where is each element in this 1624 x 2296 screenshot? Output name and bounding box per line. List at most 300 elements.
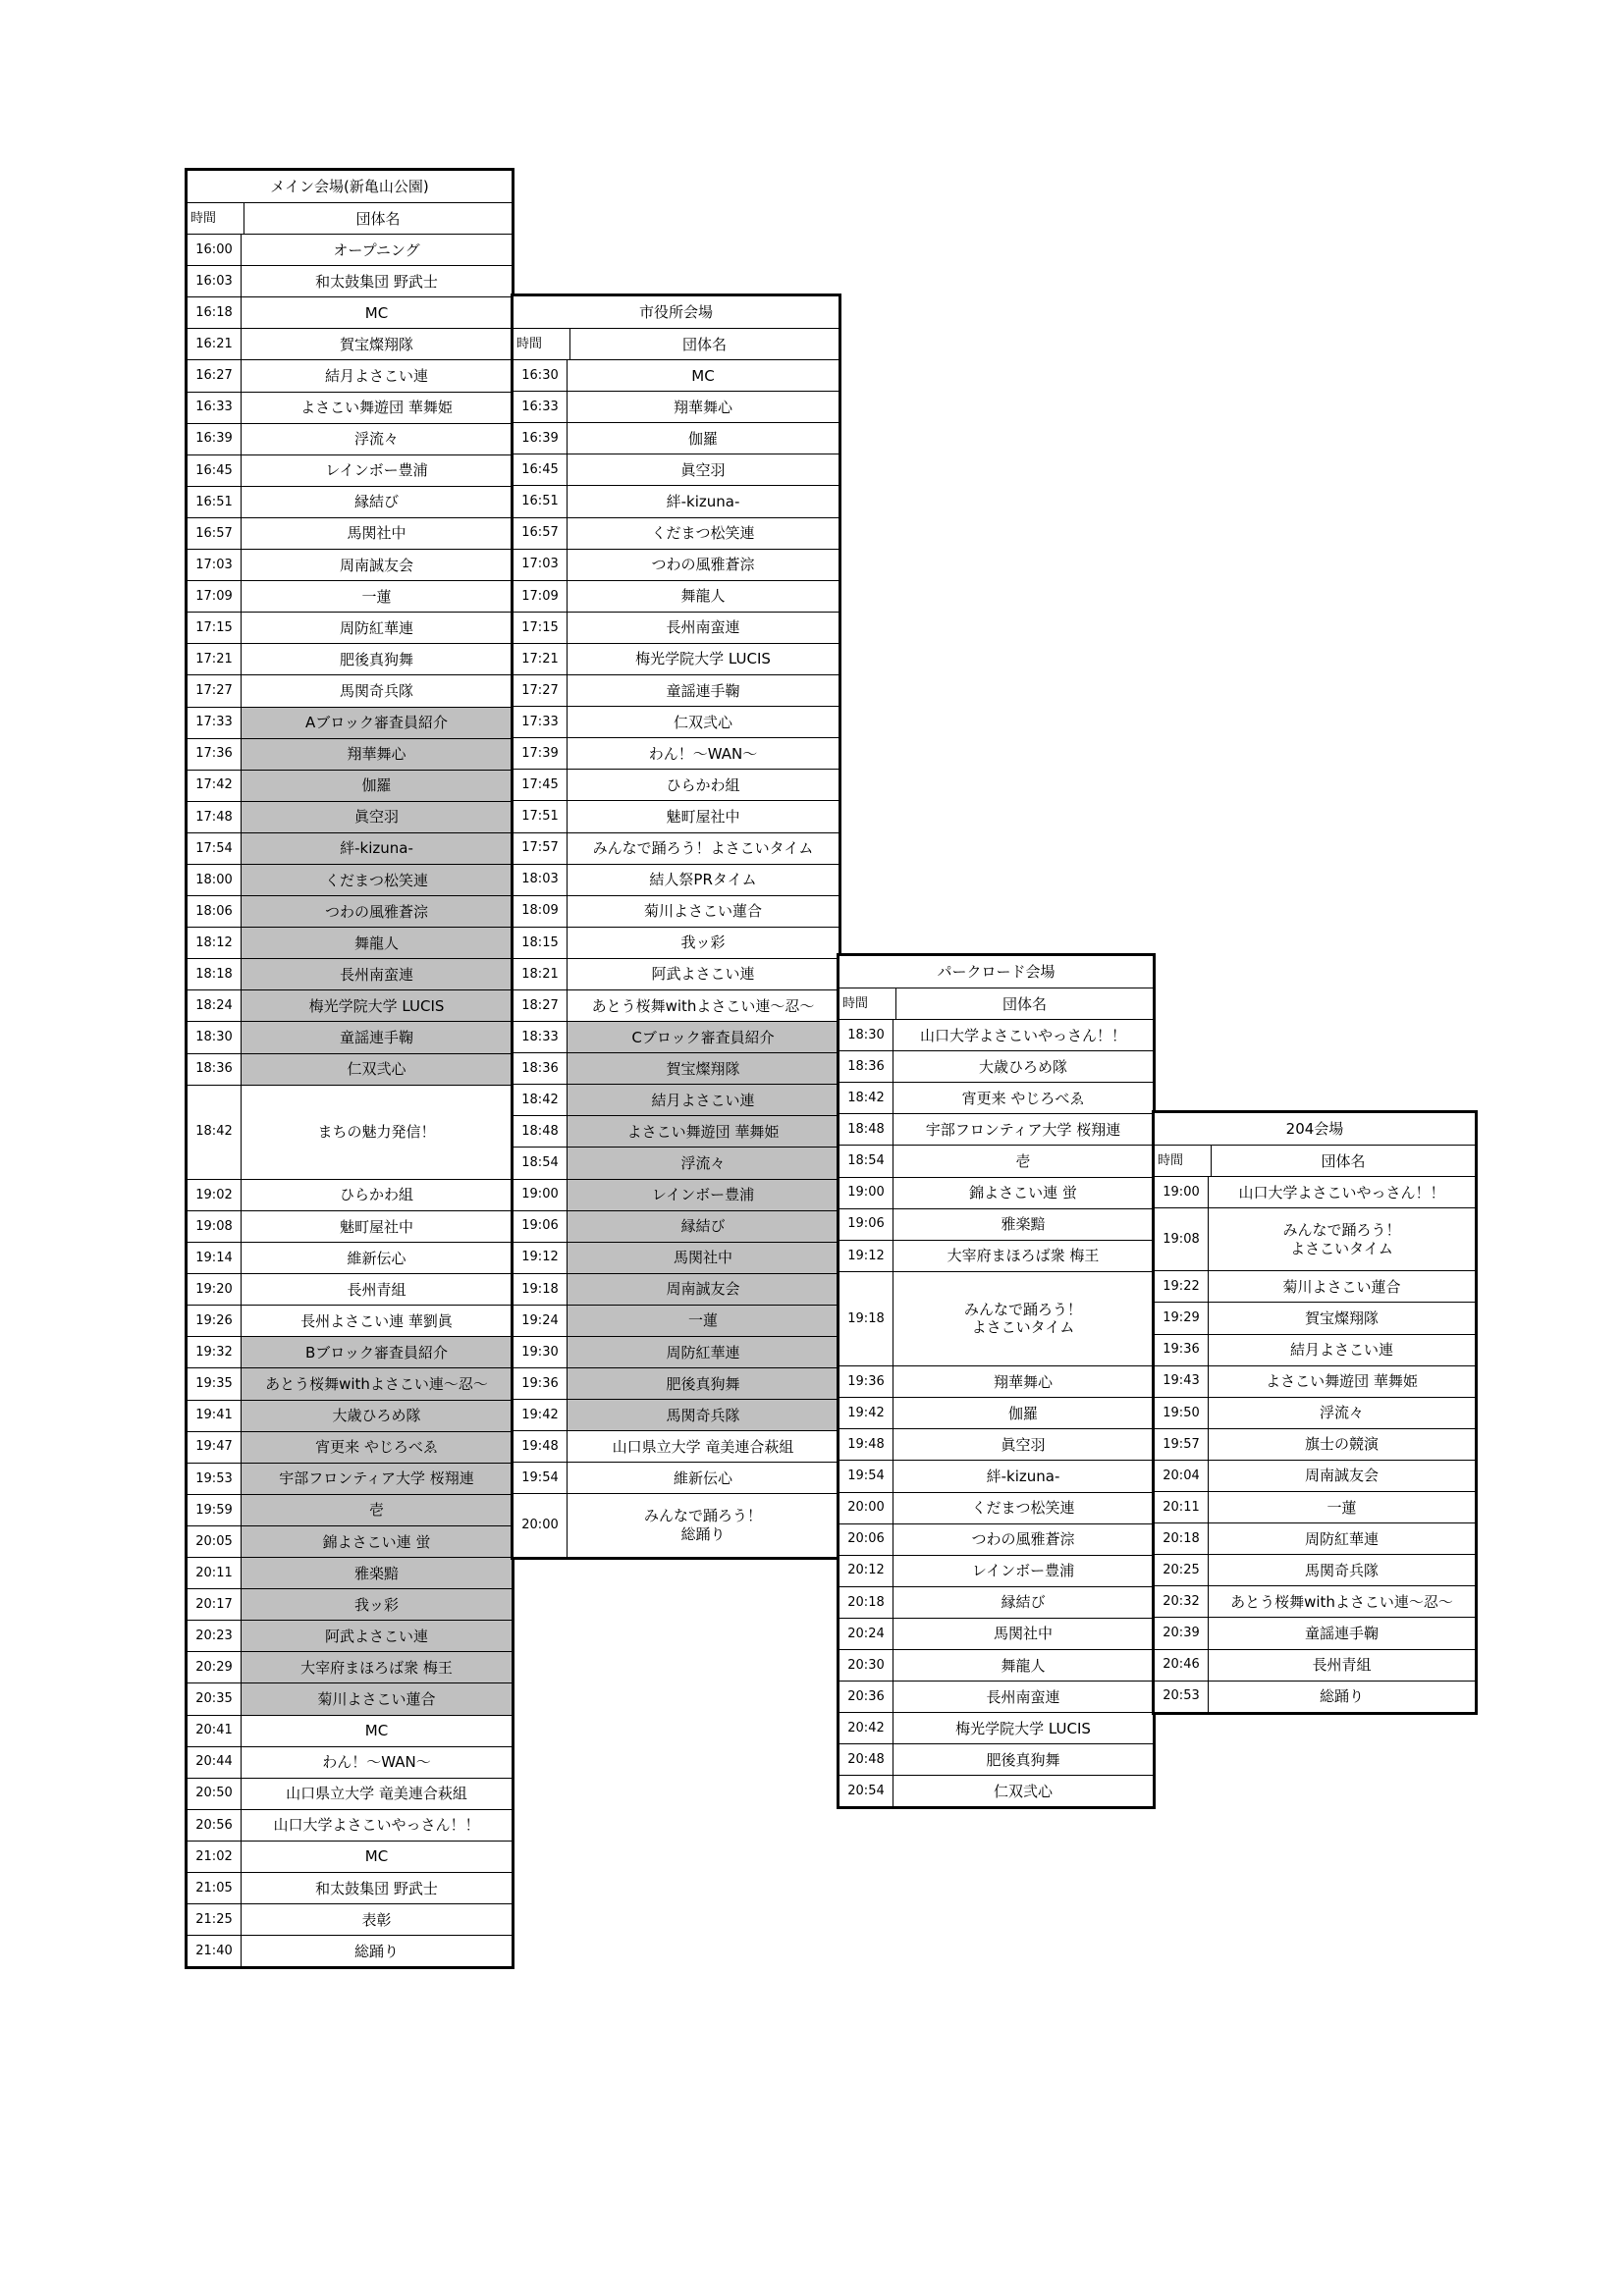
group-name-cell: 伽羅 xyxy=(687,429,718,448)
schedule-row xyxy=(839,1775,1153,1806)
group-name-cell: 山口大学よさこいやっさん！！ xyxy=(273,1816,480,1835)
group-name-cell: 周防紅華連 xyxy=(339,618,413,637)
time-cell: 20:48 xyxy=(839,1744,893,1775)
time-cell: 18:09 xyxy=(514,896,568,927)
schedule-row xyxy=(188,1367,512,1399)
group-name-cell: 和太鼓集団 野武士 xyxy=(315,1879,438,1897)
schedule-row xyxy=(514,1147,839,1178)
time-cell: 16:45 xyxy=(514,454,568,485)
venue-title-row xyxy=(188,171,512,202)
schedule-row xyxy=(188,927,512,958)
schedule-row xyxy=(839,1649,1153,1681)
time-cell: 20:25 xyxy=(1155,1555,1209,1585)
group-name-cell: 周防紅華連 xyxy=(1304,1529,1379,1548)
group-column-header: 団体名 xyxy=(1321,1151,1366,1170)
group-name-cell: 宇部フロンティア大学 桜翔連 xyxy=(242,1464,512,1494)
group-name-cell: 宵更来 やじろべゑ xyxy=(242,1432,512,1463)
time-cell: 20:54 xyxy=(839,1776,893,1806)
group-name-cell: ひらかわ組 xyxy=(339,1186,413,1204)
time-cell: 19:57 xyxy=(1155,1429,1209,1460)
time-column-header: 時間 xyxy=(188,203,244,234)
schedule-row xyxy=(1155,1334,1475,1365)
schedule-row xyxy=(514,1493,839,1556)
group-column-header: 団体名 xyxy=(355,209,401,228)
group-name-cell: レインボー豊浦 xyxy=(325,461,428,480)
schedule-row xyxy=(188,1746,512,1778)
time-cell: 20:00 xyxy=(839,1493,893,1523)
group-name-line-2: 総踊り xyxy=(680,1525,726,1544)
time-cell: 18:27 xyxy=(514,990,568,1021)
group-name-cell xyxy=(568,1494,839,1556)
time-cell: 19:08 xyxy=(188,1211,242,1242)
schedule-row xyxy=(839,1208,1153,1240)
time-cell: 19:42 xyxy=(514,1400,568,1430)
time-cell: 18:24 xyxy=(188,990,242,1021)
time-cell: 17:03 xyxy=(188,550,242,580)
group-name-cell: 雅楽黯 xyxy=(242,1558,512,1588)
schedule-row xyxy=(1155,1428,1475,1460)
schedule-row xyxy=(514,517,839,549)
schedule-row xyxy=(839,1743,1153,1775)
schedule-row xyxy=(514,1242,839,1273)
group-name-cell: 浮流々 xyxy=(353,430,399,449)
time-cell: 20:24 xyxy=(839,1619,893,1649)
time-cell: 19:54 xyxy=(839,1461,893,1491)
group-name-cell: 浮流々 xyxy=(1319,1404,1364,1422)
time-cell: 18:30 xyxy=(188,1022,242,1052)
schedule-row xyxy=(1155,1681,1475,1712)
schedule-row xyxy=(188,989,512,1021)
group-name-cell: 梅光学院大学 LUCIS xyxy=(242,990,512,1021)
group-name-cell: オープニング xyxy=(333,240,420,259)
group-name-cell: レインボー豊浦 xyxy=(971,1562,1075,1580)
schedule-row xyxy=(188,1273,512,1305)
group-name-cell: つわの風雅蒼淙 xyxy=(242,896,512,927)
schedule-row xyxy=(188,612,512,643)
time-cell: 17:27 xyxy=(514,675,568,706)
schedule-row xyxy=(1155,1365,1475,1397)
group-name-cell: 馬関社中 xyxy=(568,1243,839,1273)
group-name-cell: 伽羅 xyxy=(1007,1404,1038,1422)
time-cell: 20:56 xyxy=(188,1810,242,1841)
group-name-cell: 和太鼓集団 野武士 xyxy=(315,272,438,291)
group-name-cell: Cブロック審査員紹介 xyxy=(568,1022,839,1052)
group-name-line-1: みんなで踊ろう！ xyxy=(963,1300,1082,1318)
group-name-cell: 舞龍人 xyxy=(680,587,726,606)
time-column-header: 時間 xyxy=(1155,1146,1212,1176)
group-name-cell: 肥後真狗舞 xyxy=(339,650,413,668)
time-cell: 20:46 xyxy=(1155,1650,1209,1681)
group-name-cell: まちの魅力発信！ xyxy=(317,1123,436,1142)
time-cell: 16:57 xyxy=(514,518,568,549)
group-name-cell: 結月よさこい連 xyxy=(568,1085,839,1115)
venue-title-row xyxy=(839,956,1153,988)
group-name-cell: 周防紅華連 xyxy=(568,1337,839,1367)
group-name-cell: 縁結び xyxy=(568,1211,839,1242)
time-cell: 19:47 xyxy=(188,1432,242,1463)
schedule-row xyxy=(188,1557,512,1588)
group-name-cell: 一蓮 xyxy=(361,587,392,606)
group-name-cell: 山口大学よさこいやっさん！！ xyxy=(1238,1183,1445,1201)
column-header-row xyxy=(1155,1145,1475,1176)
schedule-row xyxy=(1155,1617,1475,1648)
time-cell: 20:11 xyxy=(188,1558,242,1588)
time-cell: 17:36 xyxy=(188,739,242,770)
time-cell: 19:35 xyxy=(188,1368,242,1399)
schedule-row xyxy=(514,1273,839,1305)
schedule-row xyxy=(1155,1554,1475,1585)
group-name-cell: 周南誠友会 xyxy=(1304,1467,1379,1485)
group-name-cell: 菊川よさこい蓮合 xyxy=(1282,1277,1401,1296)
group-name-cell: 童謡連手鞠 xyxy=(242,1022,512,1052)
group-name-cell: 賀宝燦翔隊 xyxy=(568,1053,839,1084)
schedule-row xyxy=(188,265,512,296)
group-name-cell: 宵更来 やじろべゑ xyxy=(961,1089,1085,1107)
schedule-row xyxy=(188,1809,512,1841)
group-name-cell: 魅町屋社中 xyxy=(666,807,740,826)
schedule-row xyxy=(188,1682,512,1714)
time-cell: 19:59 xyxy=(188,1495,242,1525)
venue-title: メイン会場(新亀山公園) xyxy=(270,178,429,195)
schedule-row xyxy=(188,1651,512,1682)
group-name-cell: 我ッ彩 xyxy=(242,1589,512,1620)
group-column-header: 団体名 xyxy=(1001,994,1047,1013)
schedule-row xyxy=(839,1145,1153,1176)
time-cell: 17:21 xyxy=(188,644,242,674)
group-name-cell: 縁結び xyxy=(1001,1593,1046,1612)
schedule-row xyxy=(839,1113,1153,1145)
schedule-row xyxy=(188,517,512,549)
time-cell: 16:30 xyxy=(514,360,568,391)
time-cell: 18:36 xyxy=(514,1053,568,1084)
group-name-cell: MC xyxy=(364,303,389,322)
time-cell: 18:36 xyxy=(839,1051,893,1082)
time-cell: 18:21 xyxy=(514,959,568,989)
schedule-row xyxy=(514,454,839,485)
schedule-row xyxy=(188,580,512,612)
group-name-cell: 大歳ひろめ隊 xyxy=(242,1401,512,1431)
column-header-row xyxy=(514,328,839,359)
schedule-row xyxy=(514,864,839,895)
group-name-cell: 長州南蛮連 xyxy=(986,1687,1060,1706)
group-name-cell: 維新伝心 xyxy=(673,1468,732,1487)
time-cell: 17:15 xyxy=(514,613,568,643)
time-cell: 16:39 xyxy=(188,424,242,454)
venue-title: パークロード会場 xyxy=(937,963,1056,981)
schedule-row xyxy=(188,328,512,359)
schedule-row xyxy=(188,1494,512,1525)
time-cell: 19:50 xyxy=(1155,1398,1209,1428)
time-cell: 17:33 xyxy=(188,708,242,738)
group-name-cell: 肥後真狗舞 xyxy=(986,1750,1060,1769)
group-name-cell: あとう桜舞withよさこい連～忍～ xyxy=(242,1368,512,1399)
group-name-cell: 表彰 xyxy=(361,1910,392,1929)
group-name-cell: 童謡連手鞠 xyxy=(1304,1624,1379,1642)
schedule-row xyxy=(188,1841,512,1872)
time-cell: 19:36 xyxy=(514,1368,568,1399)
time-cell: 16:45 xyxy=(188,455,242,486)
schedule-row xyxy=(188,958,512,989)
time-cell: 20:04 xyxy=(1155,1461,1209,1491)
group-name-cell: 菊川よさこい蓮合 xyxy=(242,1683,512,1714)
group-name-cell: 長州南蛮連 xyxy=(666,618,740,637)
time-cell: 18:48 xyxy=(839,1114,893,1145)
time-cell: 20:35 xyxy=(188,1683,242,1714)
time-cell: 20:44 xyxy=(188,1747,242,1778)
group-name-cell: くだまつ松笑連 xyxy=(242,865,512,895)
schedule-row xyxy=(188,1463,512,1494)
schedule-row xyxy=(514,1115,839,1147)
time-cell: 16:03 xyxy=(188,266,242,296)
schedule-row xyxy=(1155,1522,1475,1554)
group-name-cell xyxy=(893,1272,1153,1365)
time-column-header: 時間 xyxy=(514,329,570,359)
group-name-cell: よさこい舞遊団 華舞姫 xyxy=(568,1116,839,1147)
group-column-header: 団体名 xyxy=(681,335,727,353)
schedule-row xyxy=(839,1082,1153,1113)
time-cell: 19:24 xyxy=(514,1306,568,1336)
group-name-cell: みんなで踊ろう！よさこいタイム xyxy=(592,839,814,858)
venue-title: 市役所会場 xyxy=(638,303,713,321)
time-cell: 19:00 xyxy=(514,1180,568,1210)
schedule-row xyxy=(1155,1207,1475,1270)
schedule-row xyxy=(514,1305,839,1336)
time-cell: 19:32 xyxy=(188,1337,242,1367)
group-name-cell: 大宰府まほろば衆 梅王 xyxy=(242,1652,512,1682)
schedule-row xyxy=(1155,1270,1475,1302)
schedule-row xyxy=(514,1462,839,1493)
group-name-line-1: みんなで踊ろう！ xyxy=(643,1507,762,1525)
group-name-cell: 伽羅 xyxy=(242,771,512,801)
time-cell: 20:41 xyxy=(188,1716,242,1746)
schedule-row xyxy=(188,1179,512,1210)
group-name-line-2: よさこいタイム xyxy=(971,1318,1075,1337)
time-cell: 19:43 xyxy=(1155,1366,1209,1397)
schedule-row xyxy=(188,1715,512,1746)
group-name-cell: 山口大学よさこいやっさん！！ xyxy=(919,1026,1126,1044)
time-cell: 20:36 xyxy=(839,1682,893,1712)
group-name-line-1: みんなで踊ろう！ xyxy=(1282,1221,1401,1240)
time-cell: 20:32 xyxy=(1155,1586,1209,1617)
schedule-row xyxy=(514,1336,839,1367)
group-name-cell: 山口県立大学 竜美連合萩組 xyxy=(612,1437,794,1456)
time-cell: 19:26 xyxy=(188,1306,242,1336)
time-cell: 20:05 xyxy=(188,1526,242,1557)
time-cell: 17:54 xyxy=(188,833,242,864)
time-column-header: 時間 xyxy=(839,988,896,1019)
group-name-cell: MC xyxy=(364,1722,389,1740)
group-name-cell: 錦よさこい連 蛍 xyxy=(969,1184,1077,1202)
time-cell: 18:03 xyxy=(514,865,568,895)
schedule-row xyxy=(514,359,839,391)
schedule-row xyxy=(188,1525,512,1557)
time-cell: 19:08 xyxy=(1155,1208,1209,1270)
group-name-cell: 馬関奇兵隊 xyxy=(339,681,413,700)
group-name-cell: 仁双弐心 xyxy=(242,1054,512,1085)
time-cell: 18:00 xyxy=(188,865,242,895)
group-name-cell: 壱 xyxy=(1015,1152,1031,1171)
schedule-row xyxy=(188,770,512,801)
time-cell: 19:48 xyxy=(514,1431,568,1462)
schedule-row xyxy=(188,895,512,927)
schedule-row xyxy=(839,1586,1153,1618)
time-cell: 19:00 xyxy=(839,1178,893,1208)
city-hall-venue-table xyxy=(511,294,841,1560)
time-cell: 17:09 xyxy=(514,581,568,612)
group-name-cell: 肥後真狗舞 xyxy=(568,1368,839,1399)
venue-title-row xyxy=(1155,1113,1475,1145)
schedule-row xyxy=(514,580,839,612)
schedule-row xyxy=(1155,1397,1475,1428)
time-cell: 19:41 xyxy=(188,1401,242,1431)
group-name-cell: 維新伝心 xyxy=(347,1249,406,1267)
schedule-row xyxy=(188,1778,512,1809)
group-name-cell: 眞空羽 xyxy=(680,460,726,479)
schedule-row xyxy=(188,486,512,517)
schedule-row xyxy=(188,1021,512,1052)
time-cell: 16:33 xyxy=(514,392,568,422)
group-name-cell: 我ッ彩 xyxy=(680,934,726,952)
schedule-row xyxy=(1155,1649,1475,1681)
group-name-cell: 絆-kizuna- xyxy=(986,1467,1060,1485)
time-cell: 18:18 xyxy=(188,959,242,989)
time-cell: 18:36 xyxy=(188,1054,242,1085)
time-cell: 17:21 xyxy=(514,644,568,674)
group-name-cell: 長州南蛮連 xyxy=(242,959,512,989)
time-cell: 18:06 xyxy=(188,896,242,927)
time-cell: 19:54 xyxy=(514,1463,568,1493)
group-name-cell: 山口県立大学 竜美連合萩組 xyxy=(286,1785,467,1803)
schedule-row xyxy=(839,1492,1153,1523)
group-name-cell: Bブロック審査員紹介 xyxy=(242,1337,512,1367)
schedule-row xyxy=(514,737,839,769)
time-cell: 21:05 xyxy=(188,1873,242,1903)
time-cell: 20:18 xyxy=(839,1587,893,1618)
schedule-row xyxy=(188,1935,512,1966)
main-venue-table xyxy=(185,168,514,1969)
group-name-cell: 結人祭PRタイム xyxy=(649,871,757,889)
schedule-row xyxy=(514,958,839,989)
group-name-cell: くだまつ松笑連 xyxy=(971,1499,1075,1518)
schedule-row xyxy=(1155,1460,1475,1491)
group-name-cell: 絆-kizuna- xyxy=(666,493,740,511)
time-cell: 16:00 xyxy=(188,235,242,265)
schedule-row xyxy=(839,1555,1153,1586)
schedule-row xyxy=(514,769,839,800)
time-cell: 19:48 xyxy=(839,1429,893,1460)
schedule-row xyxy=(514,800,839,831)
schedule-row xyxy=(839,1050,1153,1082)
time-cell: 18:48 xyxy=(514,1116,568,1147)
schedule-row xyxy=(514,832,839,864)
schedule-row xyxy=(514,1399,839,1430)
time-cell: 18:54 xyxy=(514,1148,568,1178)
column-header-row xyxy=(839,988,1153,1019)
time-cell: 20:00 xyxy=(514,1494,568,1556)
group-name-cell: 宇部フロンティア大学 桜翔連 xyxy=(925,1120,1121,1139)
schedule-row xyxy=(514,612,839,643)
time-cell: 16:21 xyxy=(188,329,242,359)
time-cell: 17:42 xyxy=(188,771,242,801)
time-cell: 19:14 xyxy=(188,1243,242,1273)
group-name-cell: 周南誠友会 xyxy=(568,1274,839,1305)
venue-title: 204会場 xyxy=(1285,1120,1344,1138)
group-name-cell: わん！～WAN～ xyxy=(322,1753,431,1772)
time-cell: 17:57 xyxy=(514,833,568,864)
schedule-row xyxy=(514,674,839,706)
group-name-cell: わん！～WAN～ xyxy=(648,744,758,763)
schedule-row xyxy=(514,391,839,422)
group-name-cell: 菊川よさこい蓮合 xyxy=(643,902,762,921)
time-cell: 19:18 xyxy=(839,1272,893,1365)
group-name-cell: レインボー豊浦 xyxy=(568,1180,839,1210)
group-name-cell: 翔華舞心 xyxy=(242,739,512,770)
schedule-row xyxy=(839,1271,1153,1365)
schedule-row xyxy=(514,422,839,454)
schedule-row xyxy=(514,1210,839,1242)
group-name-cell: 結月よさこい連 xyxy=(1289,1341,1393,1360)
group-name-cell: 縁結び xyxy=(353,493,399,511)
schedule-row xyxy=(188,1305,512,1336)
schedule-row xyxy=(188,1588,512,1620)
time-cell: 20:12 xyxy=(839,1556,893,1586)
time-cell: 18:42 xyxy=(514,1085,568,1115)
time-cell: 19:29 xyxy=(1155,1303,1209,1333)
group-name-cell xyxy=(1209,1208,1475,1270)
group-name-cell: 総踊り xyxy=(1319,1687,1364,1706)
group-name-cell: 錦よさこい連 蛍 xyxy=(242,1526,512,1557)
group-name-cell: 長州よさこい連 華劉眞 xyxy=(300,1311,453,1330)
schedule-row xyxy=(188,707,512,738)
schedule-row xyxy=(839,1460,1153,1491)
schedule-row xyxy=(188,423,512,454)
schedule-row xyxy=(514,1052,839,1084)
schedule-row xyxy=(188,234,512,265)
time-cell: 17:39 xyxy=(514,738,568,769)
schedule-row xyxy=(839,1240,1153,1271)
time-cell: 20:30 xyxy=(839,1650,893,1681)
group-name-cell: 翔華舞心 xyxy=(673,398,732,416)
time-cell: 18:42 xyxy=(839,1083,893,1113)
time-cell: 19:12 xyxy=(514,1243,568,1273)
schedule-row xyxy=(514,895,839,927)
group-name-cell: 仁双弐心 xyxy=(993,1782,1053,1800)
time-cell: 20:39 xyxy=(1155,1618,1209,1648)
time-cell: 18:54 xyxy=(839,1146,893,1176)
schedule-row xyxy=(839,1712,1153,1743)
group-name-cell: 大歳ひろめ隊 xyxy=(978,1057,1067,1076)
schedule-row xyxy=(188,1620,512,1651)
time-cell: 16:51 xyxy=(188,487,242,517)
schedule-row xyxy=(839,1177,1153,1208)
group-name-cell: 一蓮 xyxy=(1326,1498,1357,1517)
schedule-row xyxy=(188,1210,512,1242)
schedule-row xyxy=(514,1367,839,1399)
schedule-row xyxy=(188,1400,512,1431)
schedule-row xyxy=(188,674,512,706)
group-name-cell: MC xyxy=(691,366,715,385)
schedule-row xyxy=(839,1365,1153,1397)
group-name-cell: 童謡連手鞠 xyxy=(666,681,740,700)
group-name-cell: 雅楽黯 xyxy=(1001,1215,1046,1234)
time-cell: 19:30 xyxy=(514,1337,568,1367)
schedule-row xyxy=(188,1053,512,1085)
time-cell: 17:03 xyxy=(514,550,568,580)
group-name-cell: 翔華舞心 xyxy=(993,1372,1053,1391)
schedule-row xyxy=(188,643,512,674)
group-name-cell: 壱 xyxy=(242,1495,512,1525)
schedule-row xyxy=(514,1021,839,1052)
